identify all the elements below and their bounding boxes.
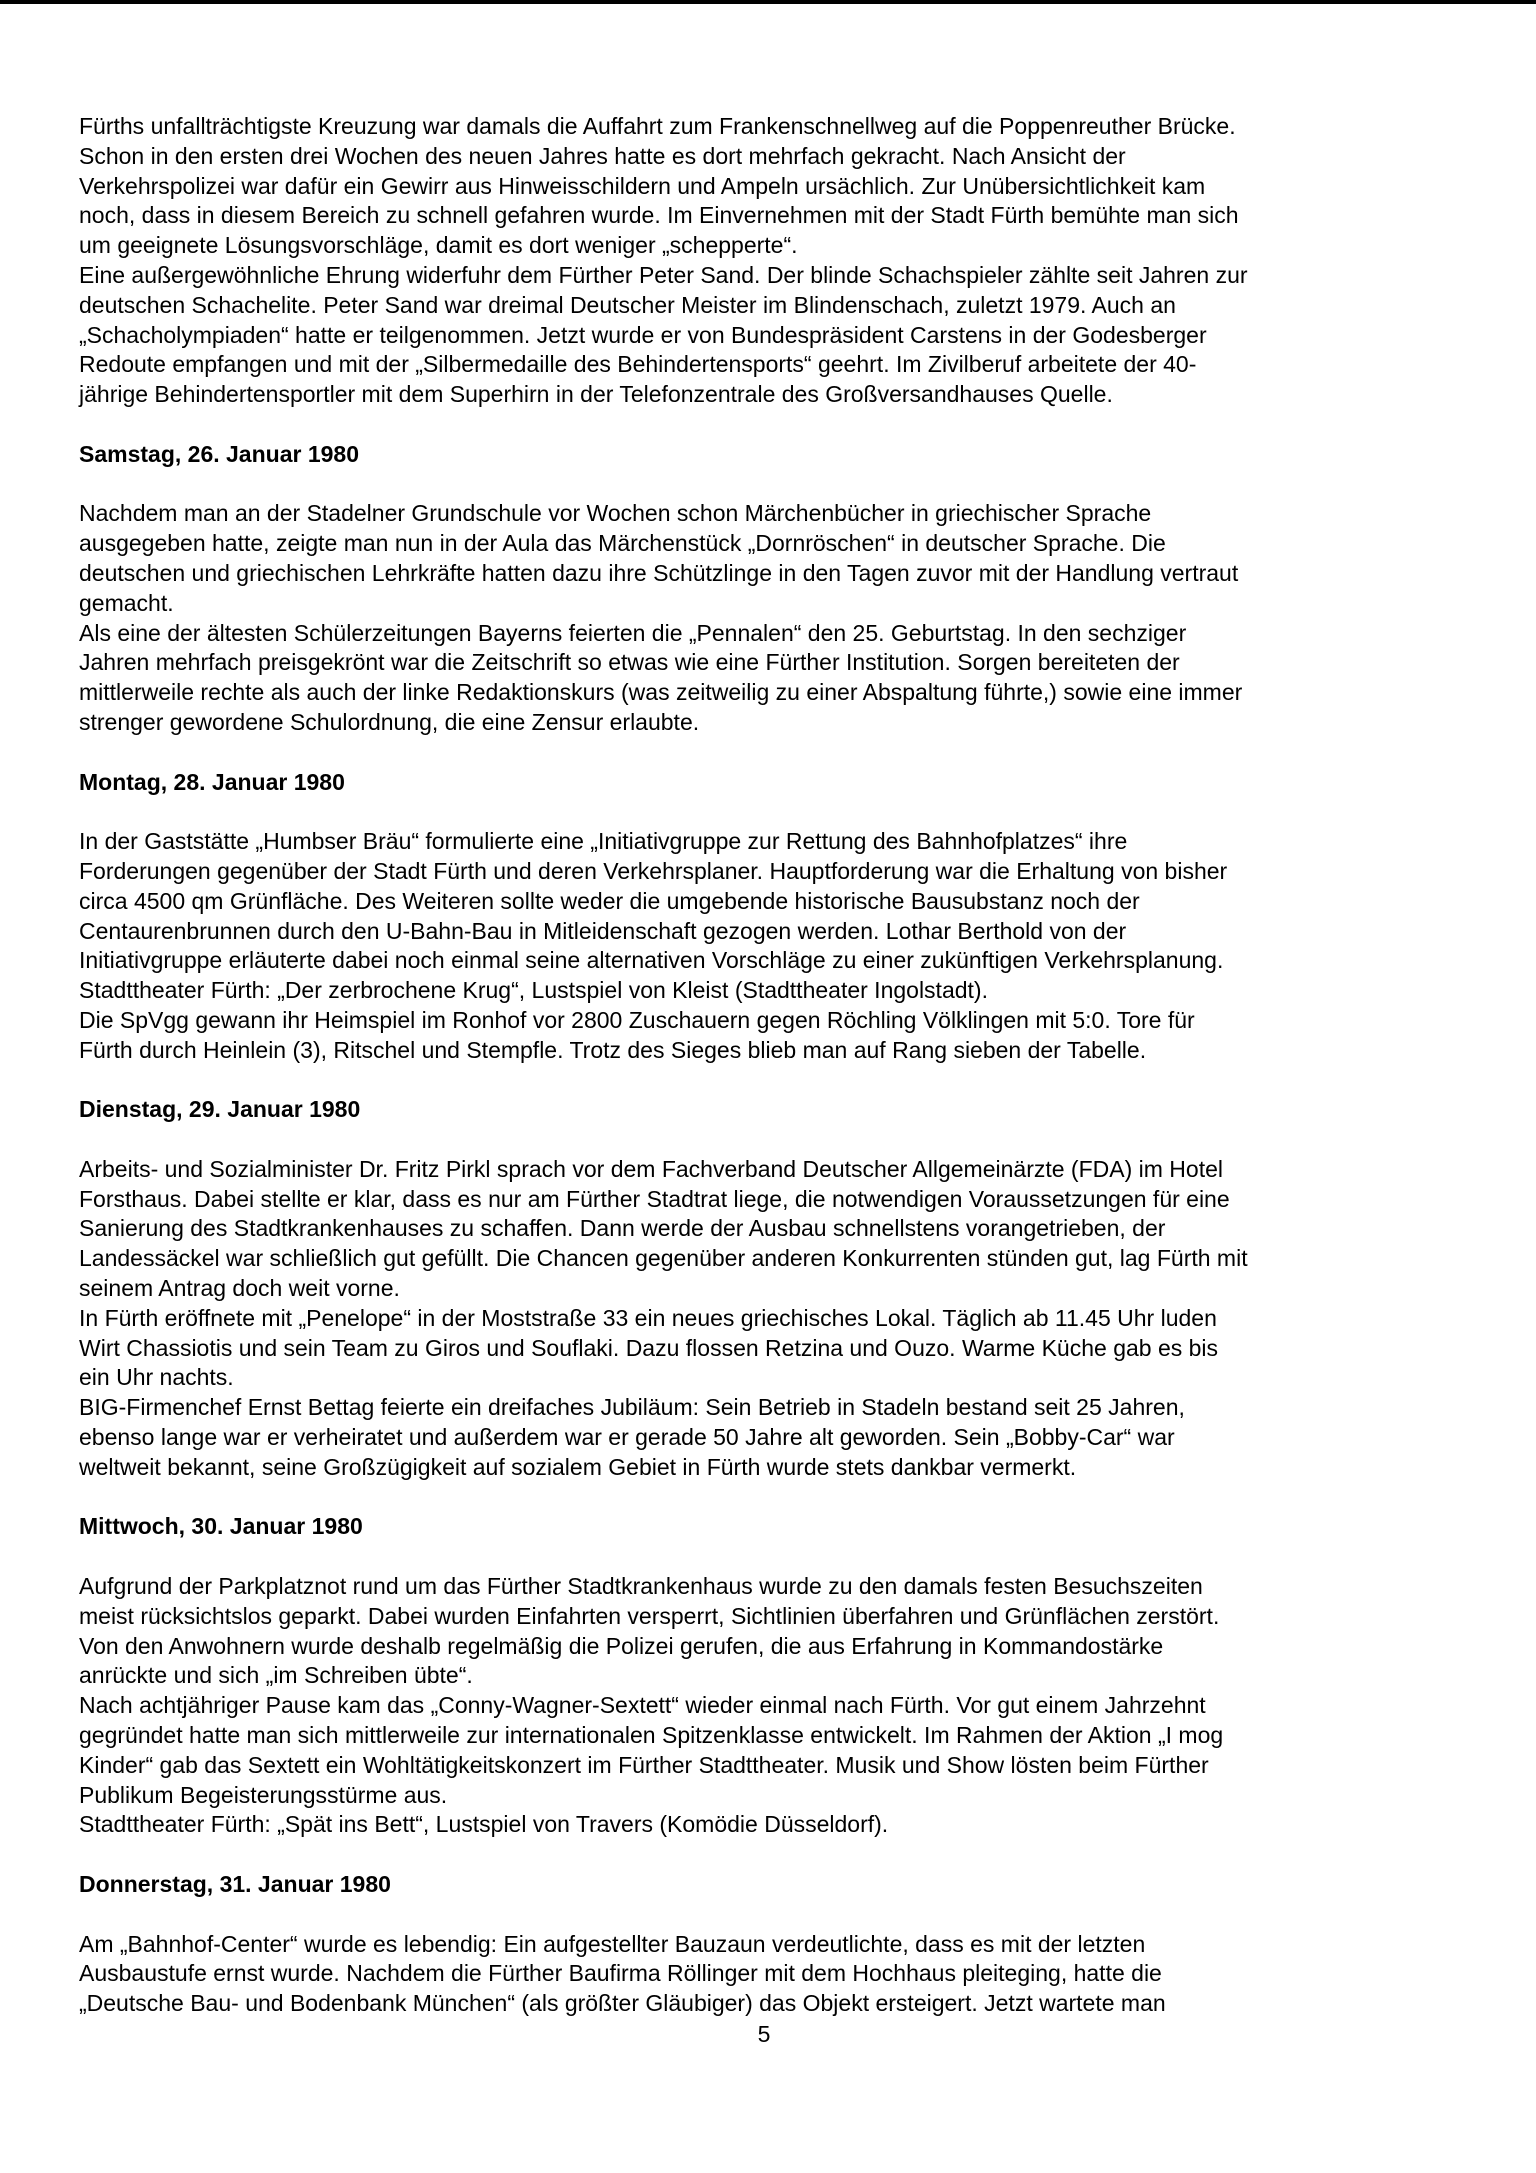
- text-line: Eine außergewöhnliche Ehrung widerfuhr dem Fürther Peter Sand. Der blinde Schachspieler zählte seit Jahren zur: [79, 261, 1248, 288]
- paragraph: [79, 112, 1449, 410]
- text-line: Nach achtjähriger Pause kam das „Conny-Wagner-Sextett“ wieder einmal nach Fürth. Vor gut einem Jahrzehnt: [79, 1692, 1206, 1719]
- text-line: seinem Antrag doch weit vorne.: [79, 1275, 400, 1302]
- text-line: In der Gaststätte „Humbser Bräu“ formulierte eine „Initiativgruppe zur Rettung des Bahnhofplatzes“ ihre: [79, 828, 1128, 855]
- text-line: BIG-Firmenchef Ernst Bettag feierte ein dreifaches Jubiläum: Sein Betrieb in Stadeln bestand seit 25 Jahren,: [79, 1394, 1185, 1421]
- text-line: Aufgrund der Parkplatznot rund um das Fürther Stadtkrankenhaus wurde zu den damals festen Besuchszeiten: [79, 1573, 1203, 1600]
- text-line: Schon in den ersten drei Wochen des neuen Jahres hatte es dort mehrfach gekracht. Nach Ansicht der: [79, 142, 1126, 169]
- section-heading: Dienstag, 29. Januar 1980: [79, 1096, 361, 1123]
- text-line: Als eine der ältesten Schülerzeitungen Bayerns feierten die „Pennalen“ den 25. Geburtstag. In den sechziger: [79, 619, 1187, 646]
- text-line: circa 4500 qm Grünfläche. Des Weiteren sollte weder die umgebende historische Bausubstanz noch der: [79, 887, 1140, 914]
- text-line: Von den Anwohnern wurde deshalb regelmäßig die Polizei gerufen, die aus Erfahrung in Kommandostärke: [79, 1632, 1164, 1659]
- page-top-edge-line: [0, 0, 1536, 4]
- text-line: Am „Bahnhof-Center“ wurde es lebendig: Ein aufgestellter Bauzaun verdeutlichte, dass es mit der letzten: [79, 1930, 1146, 1957]
- text-line: Jahren mehrfach preisgekrönt war die Zeitschrift so etwas wie eine Fürther Institution. Sorgen bereiteten der: [79, 649, 1180, 676]
- text-line: Die SpVgg gewann ihr Heimspiel im Ronhof vor 2800 Zuschauern gegen Röchling Völklingen mit 5:0. Tore für: [79, 1006, 1195, 1033]
- text-line: „Schacholympiaden“ hatte er teilgenommen. Jetzt wurde er von Bundespräsident Carstens in der Godesberger: [79, 321, 1207, 348]
- text-line: Nachdem man an der Stadelner Grundschule vor Wochen schon Märchenbücher in griechischer Sprache: [79, 500, 1152, 527]
- section-heading: Samstag, 26. Januar 1980: [79, 440, 359, 467]
- text-line: Centaurenbrunnen durch den U-Bahn-Bau in Mitleidenschaft gezogen werden. Lothar Berthold von der: [79, 917, 1127, 944]
- paragraph: [79, 827, 1449, 1065]
- paragraph: [79, 1572, 1449, 1840]
- text-line: noch, dass in diesem Bereich zu schnell gefahren wurde. Im Einvernehmen mit der Stadt Fürth bemühte man sich: [79, 202, 1239, 229]
- section-heading: Mittwoch, 30. Januar 1980: [79, 1513, 363, 1540]
- text-line: Landessäckel war schließlich gut gefüllt. Die Chancen gegenüber anderen Konkurrenten stünden gut, lag Fürth mit: [79, 1245, 1248, 1272]
- text-line: ausgegeben hatte, zeigte man nun in der Aula das Märchenstück „Dornröschen“ in deutscher Sprache. Die: [79, 530, 1166, 557]
- text-line: deutschen Schachelite. Peter Sand war dreimal Deutscher Meister im Blindenschach, zuletzt 1979. Auch an: [79, 291, 1176, 318]
- text-line: Fürths unfallträchtigste Kreuzung war damals die Auffahrt zum Frankenschnellweg auf die Poppenreuther Brücke.: [79, 113, 1236, 139]
- text-line: Redoute empfangen und mit der „Silbermedaille des Behindertensports“ geehrt. Im Zivilberuf arbeitete der 40-: [79, 351, 1197, 378]
- paragraph: [79, 499, 1449, 737]
- paragraph: [79, 1155, 1449, 1483]
- text-line: anrückte und sich „im Schreiben übte“.: [79, 1662, 473, 1689]
- text-line: Verkehrspolizei war dafür ein Gewirr aus Hinweisschildern und Ampeln ursächlich. Zur Unübersichtlichkeit kam: [79, 172, 1206, 199]
- text-line: Stadttheater Fürth: „Spät ins Bett“, Lustspiel von Travers (Komödie Düsseldorf).: [79, 1811, 889, 1838]
- text-line: deutschen und griechischen Lehrkräfte hatten dazu ihre Schützlinge in den Tagen zuvor mit der Handlung vertraut: [79, 559, 1239, 586]
- text-line: Kinder“ gab das Sextett ein Wohltätigkeitskonzert im Fürther Stadttheater. Musik und Show lösten beim Fürther: [79, 1751, 1209, 1778]
- text-line: strenger gewordene Schulordnung, die eine Zensur erlaubte.: [79, 708, 700, 735]
- text-line: Arbeits- und Sozialminister Dr. Fritz Pirkl sprach vor dem Fachverband Deutscher Allgemeinärzte (FDA) im Hotel: [79, 1155, 1223, 1182]
- text-line: Initiativgruppe erläuterte dabei noch einmal seine alternativen Vorschläge zu einer zukünftigen Verkehrsplanung.: [79, 947, 1224, 974]
- text-line: Ausbaustufe ernst wurde. Nachdem die Fürther Baufirma Röllinger mit dem Hochhaus pleiteging, hatte die: [79, 1960, 1162, 1987]
- text-line: meist rücksichtslos geparkt. Dabei wurden Einfahrten versperrt, Sichtlinien überfahren und Grünflächen zerstört.: [79, 1602, 1220, 1629]
- document-body: [79, 112, 1449, 2019]
- section-heading: Montag, 28. Januar 1980: [79, 768, 345, 795]
- page-number: 5: [757, 2021, 771, 2047]
- text-line: „Deutsche Bau- und Bodenbank München“ (als größter Gläubiger) das Objekt ersteigert. Jetzt wartete man: [79, 1990, 1166, 2017]
- text-line: weltweit bekannt, seine Großzügigkeit auf sozialem Gebiet in Fürth wurde stets dankbar vermerkt.: [79, 1453, 1077, 1480]
- text-line: Forderungen gegenüber der Stadt Fürth und deren Verkehrsplaner. Hauptforderung war die Erhaltung von bisher: [79, 857, 1228, 884]
- text-line: mittlerweile rechte als auch der linke Redaktionskurs (was zeitweilig zu einer Abspaltung führte,) sowie eine immer: [79, 679, 1243, 706]
- paragraph: [79, 1930, 1449, 2019]
- text-line: gegründet hatte man sich mittlerweile zur internationalen Spitzenklasse entwickelt. Im Rahmen der Aktion „I mog: [79, 1722, 1224, 1749]
- text-line: Fürth durch Heinlein (3), Ritschel und Stempfle. Trotz des Sieges blieb man auf Rang sieben der Tabelle.: [79, 1036, 1147, 1063]
- text-line: Stadttheater Fürth: „Der zerbrochene Krug“, Lustspiel von Kleist (Stadttheater Ingolstadt).: [79, 977, 988, 1004]
- text-line: Sanierung des Stadtkrankenhauses zu schaffen. Dann werde der Ausbau schnellstens vorangetrieben, der: [79, 1215, 1166, 1242]
- text-line: ein Uhr nachts.: [79, 1364, 234, 1391]
- text-line: Wirt Chassiotis und sein Team zu Giros und Souflaki. Dazu flossen Retzina und Ouzo. Warme Küche gab es bis: [79, 1334, 1219, 1361]
- text-line: Publikum Begeisterungsstürme aus.: [79, 1781, 448, 1808]
- text-line: ebenso lange war er verheiratet und außerdem war er gerade 50 Jahre alt geworden. Sein „Bobby-Car“ war: [79, 1424, 1175, 1451]
- text-line: um geeignete Lösungsvorschläge, damit es dort weniger „schepperte“.: [79, 232, 798, 259]
- text-line: Forsthaus. Dabei stellte er klar, dass es nur am Fürther Stadtrat liege, die notwendigen Voraussetzungen für eine: [79, 1185, 1230, 1212]
- section-heading: Donnerstag, 31. Januar 1980: [79, 1871, 391, 1898]
- text-line: gemacht.: [79, 589, 174, 616]
- text-line: jährige Behindertensportler mit dem Superhirn in der Telefonzentrale des Großversandhauses Quelle.: [79, 381, 1113, 408]
- text-line: In Fürth eröffnete mit „Penelope“ in der Moststraße 33 ein neues griechisches Lokal. Täglich ab 11.45 Uhr luden: [79, 1304, 1217, 1331]
